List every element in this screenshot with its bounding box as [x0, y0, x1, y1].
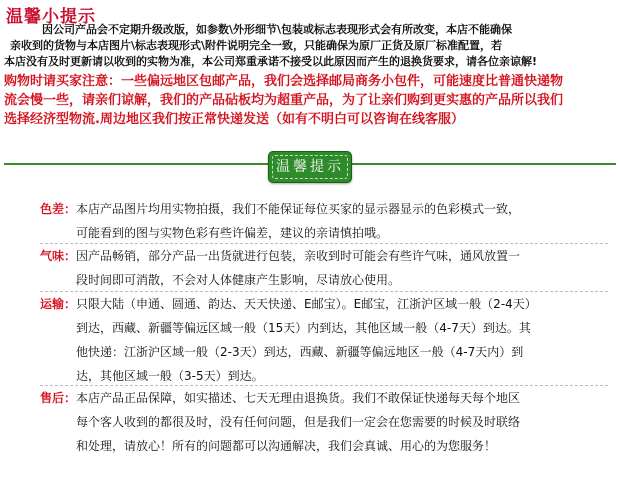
aftersales-line: 每个客人收到的都很及时，没有任何问题，但是我们一定会在您需要的时候及时联络: [76, 415, 521, 429]
smell-line: 段时间即可消散，不会对人体健康产生影响，尽请放心使用。: [76, 273, 401, 287]
tips-badge-label: 温馨提示: [272, 155, 348, 179]
shipping-line: 达，其他区域一般（3-5天）到达。: [76, 369, 264, 383]
update-notice-line: 因公司产品会不定期升级改版，如参数\外形细节\包装或标志表现形式会有所改变，本店不能确保: [42, 23, 513, 36]
color-difference-section: [40, 197, 600, 245]
aftersales-text: 本店产品正品保障，如实描述、七天无理由退换货。我们不敢保证快递每天每个地区: [76, 391, 521, 405]
color-difference-line: [40, 197, 600, 221]
shipping-line: 他快递：江浙沪区域一般（2-3天）到达，西藏、新疆等偏远地区一般（4-7天内）到: [76, 345, 524, 359]
smell-text: 因产品畅销，部分产品一出货就进行包装，亲收到时可能会有些许气味，通风放置一: [76, 249, 521, 263]
color-difference-text: 本店产品图片均用实物拍摄，我们不能保证每位买家的显示器显示的色彩模式一致，: [76, 202, 521, 216]
shipping-line: 到达，西藏、新疆等偏远区域一般（15天）内到达，其他区域一般（4-7天）到达。其: [76, 321, 531, 335]
shipping-label: 运输：: [40, 297, 77, 311]
color-difference-label: 色差：: [40, 202, 77, 216]
aftersales-label: 售后：: [40, 391, 77, 405]
aftersales-section: [40, 386, 600, 458]
smell-line: [40, 244, 600, 268]
shipping-line: [40, 292, 600, 316]
shipping-notice-line: 购物时请买家注意：一些偏远地区包邮产品，我们会选择邮局商务小包件，可能速度比普通快递物: [4, 74, 564, 89]
smell-label: 气味：: [40, 249, 77, 263]
smell-section: [40, 244, 600, 292]
update-notice-line: 亲收到的货物与本店图片\标志表现形式\附件说明完全一致，只能确保为原厂正货及原厂标准配置，若: [10, 39, 503, 52]
color-difference-line: 可能看到的图与实物色彩有些许偏差，建议的亲请慎拍哦。: [76, 226, 389, 240]
update-notice-line: 本店没有及时更新请以收到的实物为准，本公司郑重承诺不接受以此原因而产生的退换货要求，请各位亲谅解!: [4, 55, 538, 68]
shipping-notice: [4, 72, 616, 129]
tips-badge: [268, 151, 352, 183]
shipping-notice-line: 选择经济型物流.周边地区我们按正常快递发送（如有不明白可以咨询在线客服）: [4, 112, 464, 127]
shipping-text: 只限大陆（申通、圆通、韵达、天天快递、E邮宝）。E邮宝，江浙沪区域一般（2-4天）: [76, 297, 537, 311]
shipping-section: [40, 292, 600, 388]
shipping-notice-line: 流会慢一些，请亲们谅解，我们的产品砧板均为超重产品，为了让亲们购到更实惠的产品所以我们: [4, 93, 564, 108]
aftersales-line: 和处理，请放心！所有的问题都可以沟通解决，我们会真诚、用心的为您服务！: [76, 439, 497, 453]
tips-title: 温馨小提示: [6, 7, 96, 27]
update-notice: [4, 22, 616, 70]
aftersales-line: [40, 386, 600, 410]
